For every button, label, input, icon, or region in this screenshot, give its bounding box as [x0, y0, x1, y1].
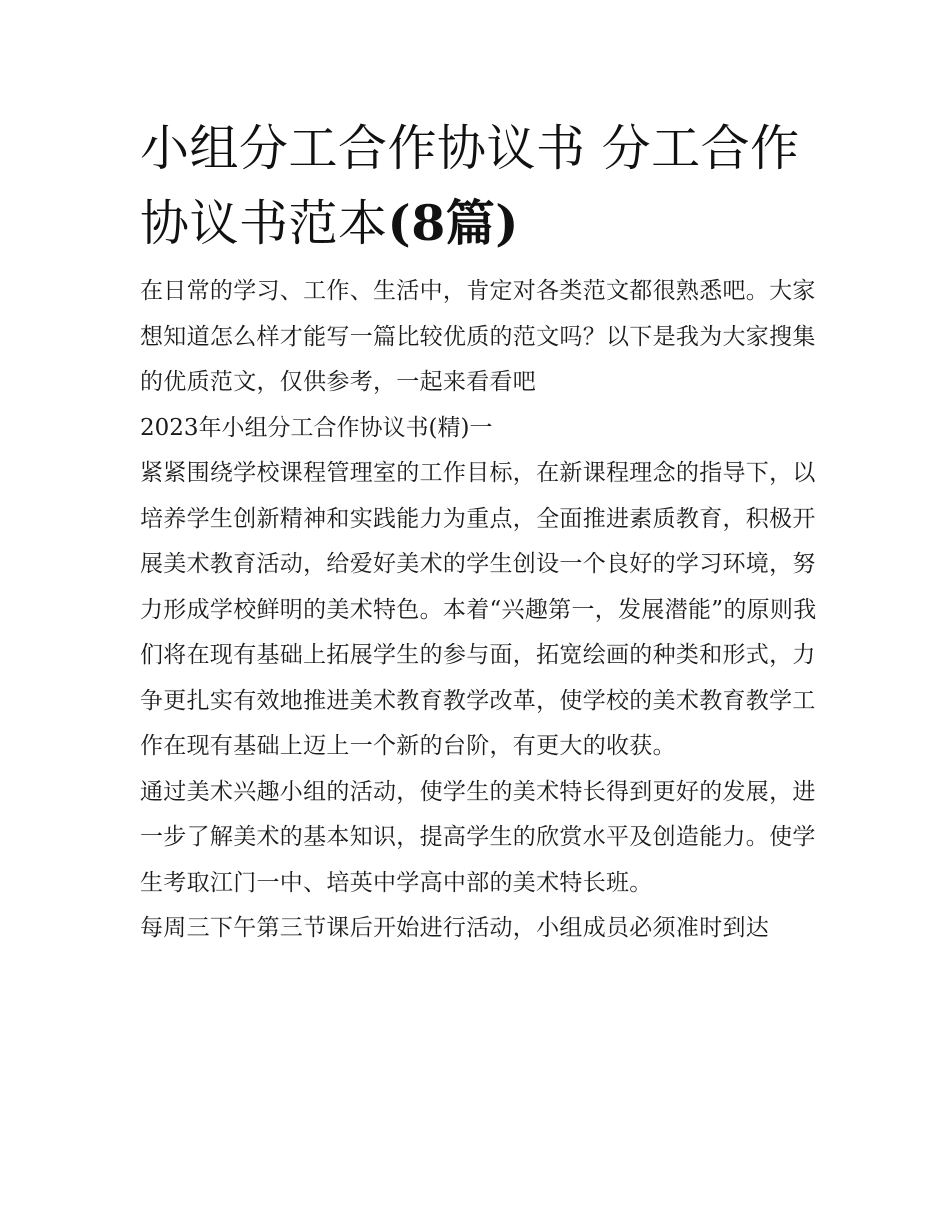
document-title [140, 112, 830, 261]
title-text: 小组分工合作协议书 分工合作协议书范本 [140, 120, 800, 252]
body-paragraph-2: 通过美术兴趣小组的活动，使学生的美术特长得到更好的发展，进一步了解美术的基本知识，提高学生的欣赏水平及创造能力。使学生考取江门一中、培英中学高中部的美术特长班。 [140, 778, 816, 896]
section-heading: 2023年小组分工合作协议书(精)一 [140, 414, 493, 441]
body-paragraph-3: 每周三下午第三节课后开始进行活动，小组成员必须准时到达 [140, 915, 770, 941]
intro-paragraph: 在日常的学习、工作、生活中，肯定对各类范文都很熟悉吧。大家想知道怎么样才能写一篇比较优质的范文吗？以下是我为大家搜集的优质范文，仅供参考，一起来看看吧 [140, 278, 816, 395]
body-paragraph-1: 紧紧围绕学校课程管理室的工作目标，在新课程理念的指导下，以培养学生创新精神和实践能力为重点，全面推进素质教育，积极开展美术教育活动，给爱好美术的学生创设一个良好的学习环境，努力形成学校鲜明的美术特色。本着“兴趣第一，发展潜能”的原则我们将在现有基础上拓展学生的参与面，拓宽绘画的种类和形式，力争更扎实有效地推进美术教育教学改革，使学校的美术教育教学工作在现有基础上迈上一个新的台阶，有更大的收获。 [140, 460, 817, 759]
document-content [140, 112, 830, 952]
title-count: (8篇) [387, 194, 519, 252]
